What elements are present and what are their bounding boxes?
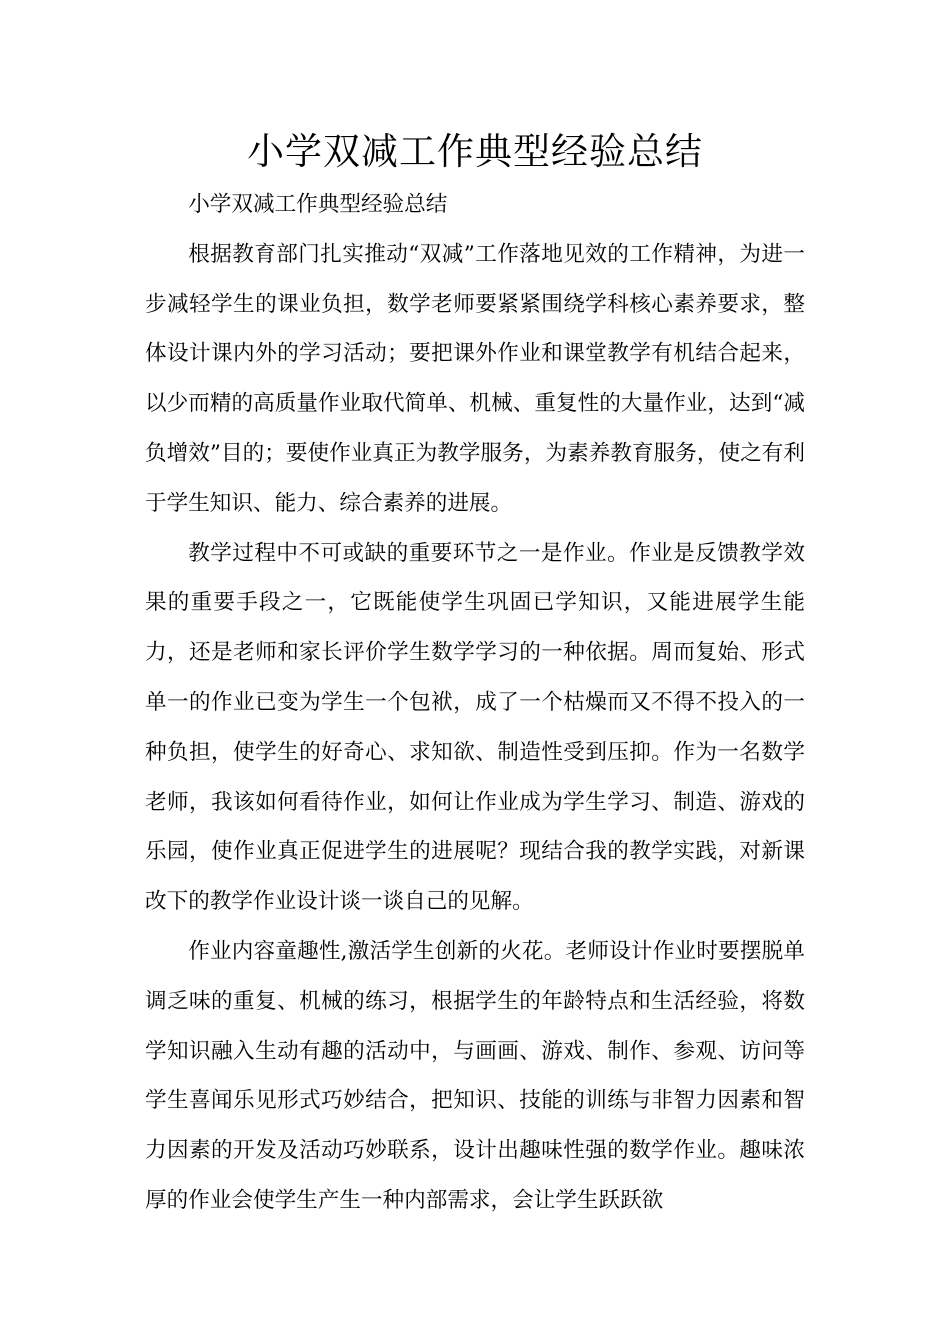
document-title: 小学双减工作典型经验总结 (247, 130, 703, 173)
paragraph-subtitle: 小学双减工作典型经验总结 (188, 192, 448, 217)
paragraph-homework-fun: 作业内容童趣性,激活学生创新的火花。老师设计作业时要摆脱单调乏味的重复、机械的练习，根据学生的年龄特点和生活经验，将数学知识融入生动有趣的活动中，与画画、游戏、制作、参观、访问等学生喜闻乐见形式巧妙结合，把知识、技能的训练与非智力因素和智力因素的开发及活动巧妙联系，设计出趣味性强的数学作业。趣味浓厚的作业会使学生产生一种内部需求，会让学生跃跃欲 (145, 938, 805, 1213)
paragraph-homework-role: 教学过程中不可或缺的重要环节之一是作业。作业是反馈教学效果的重要手段之一，它既能使学生巩固已学知识，又能进展学生能力，还是老师和家长评价学生数学学习的一种依据。周而复始、形式单一的作业已变为学生一个包袱，成了一个枯燥而又不得不投入的一种负担，使学生的好奇心、求知欲、制造性受到压抑。作为一名数学老师，我该如何看待作业，如何让作业成为学生学习、制造、游戏的乐园，使作业真正促进学生的进展呢？现结合我的教学实践，对新课改下的教学作业设计谈一谈自己的见解。 (145, 540, 805, 915)
document-body (145, 180, 805, 1226)
paragraph-intro: 根据教育部门扎实推动“双减”工作落地见效的工作精神，为进一步减轻学生的课业负担，数学老师要紧紧围绕学科核心素养要求，整体设计课内外的学习活动；要把课外作业和课堂教学有机结合起来，以少而精的高质量作业取代简单、机械、重复性的大量作业，达到“减负增效”目的；要使作业真正为教学服务，为素养教育服务，使之有利于学生知识、能力、综合素养的进展。 (145, 241, 805, 516)
